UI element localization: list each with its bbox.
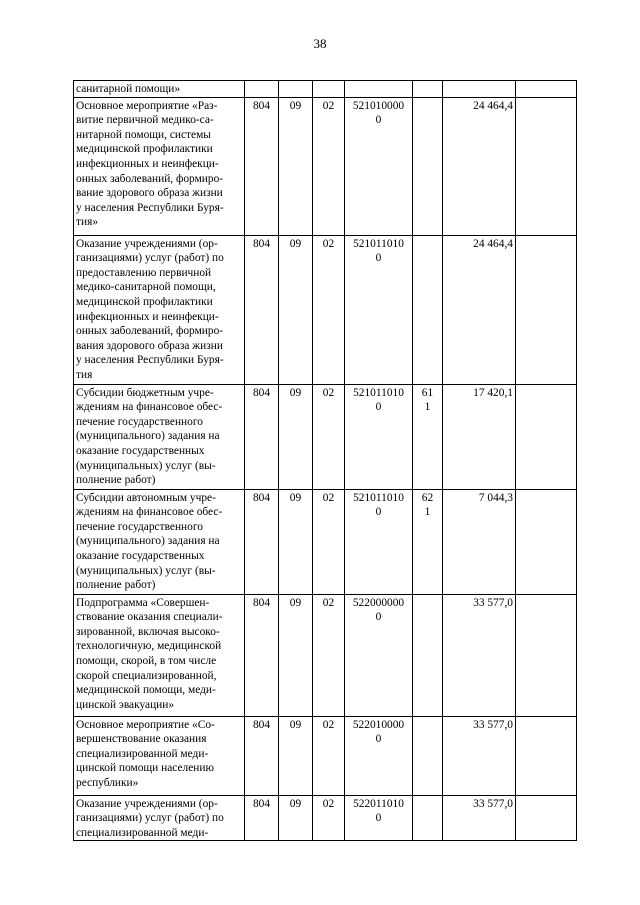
- grbs-code-cell: 804: [245, 795, 279, 841]
- amount-cell: 24 464,4: [443, 97, 516, 235]
- table-row: [74, 795, 577, 841]
- amount-cell: 24 464,4: [443, 235, 516, 384]
- row-name-cell: Субсидии бюджетным учре- ждениям на финансовое обес- печение государственного (муниципального) задания на оказание государственных (муниципальных) услуг (вы- полнение работ): [74, 384, 245, 489]
- grbs-code-cell: 804: [245, 97, 279, 235]
- target-article-cell: 522011010 0: [345, 795, 413, 841]
- page-number: 38: [313, 36, 327, 51]
- table-row: [74, 489, 577, 594]
- target-article-cell: 521011010 0: [345, 489, 413, 594]
- section-code-cell: 09: [279, 97, 313, 235]
- target-article-cell: 521011010 0: [345, 235, 413, 384]
- amount-cell: 7 044,3: [443, 489, 516, 594]
- empty-cell: [516, 489, 577, 594]
- section-code-cell: 09: [279, 716, 313, 795]
- empty-cell: [516, 97, 577, 235]
- subsection-code-cell: 02: [313, 594, 345, 716]
- amount-cell: [443, 81, 516, 98]
- expense-type-cell: 61 1: [413, 384, 443, 489]
- empty-cell: [516, 795, 577, 841]
- amount-cell: 33 577,0: [443, 594, 516, 716]
- grbs-code-cell: [245, 81, 279, 98]
- empty-cell: [516, 716, 577, 795]
- section-code-cell: 09: [279, 795, 313, 841]
- row-name-cell: санитарной помощи»: [74, 81, 245, 98]
- target-article-cell: 522010000 0: [345, 716, 413, 795]
- expense-type-cell: [413, 594, 443, 716]
- table-row: [74, 81, 577, 98]
- subsection-code-cell: 02: [313, 489, 345, 594]
- empty-cell: [516, 594, 577, 716]
- target-article-cell: 522000000 0: [345, 594, 413, 716]
- empty-cell: [516, 384, 577, 489]
- subsection-code-cell: [313, 81, 345, 98]
- grbs-code-cell: 804: [245, 489, 279, 594]
- table-body: [74, 81, 577, 841]
- grbs-code-cell: 804: [245, 716, 279, 795]
- subsection-code-cell: 02: [313, 384, 345, 489]
- budget-table: [73, 80, 577, 841]
- section-code-cell: 09: [279, 384, 313, 489]
- section-code-cell: 09: [279, 594, 313, 716]
- grbs-code-cell: 804: [245, 384, 279, 489]
- section-code-cell: 09: [279, 235, 313, 384]
- target-article-cell: 521010000 0: [345, 97, 413, 235]
- table-row: [74, 235, 577, 384]
- table-row: [74, 97, 577, 235]
- table-row: [74, 384, 577, 489]
- expense-type-cell: [413, 795, 443, 841]
- row-name-cell: Оказание учреждениями (ор- ганизациями) услуг (работ) по предоставлению первичной медико-санитарной помощи, медицинской профилактики инфекционных и неинфекци- онных заболеваний, формиро- вания здорового образа жизни у населения Республики Буря- тия: [74, 235, 245, 384]
- table-row: [74, 594, 577, 716]
- amount-cell: 33 577,0: [443, 795, 516, 841]
- subsection-code-cell: 02: [313, 97, 345, 235]
- expense-type-cell: [413, 81, 443, 98]
- expense-type-cell: [413, 716, 443, 795]
- row-name-cell: Основное мероприятие «Со- вершенствование оказания специализированной меди- цинской помощи населению республики»: [74, 716, 245, 795]
- amount-cell: 33 577,0: [443, 716, 516, 795]
- row-name-cell: Оказание учреждениями (ор- ганизациями) услуг (работ) по специализированной меди-: [74, 795, 245, 841]
- amount-cell: 17 420,1: [443, 384, 516, 489]
- row-name-cell: Основное мероприятие «Раз- витие первичной медико-са- нитарной помощи, системы медицинской профилактики инфекционных и неинфекци- онных заболеваний, формиро- вание здорового образа жизни у населения Республики Буря- тия»: [74, 97, 245, 235]
- table-row: [74, 716, 577, 795]
- expense-type-cell: [413, 97, 443, 235]
- empty-cell: [516, 81, 577, 98]
- expense-type-cell: 62 1: [413, 489, 443, 594]
- empty-cell: [516, 235, 577, 384]
- target-article-cell: 521011010 0: [345, 384, 413, 489]
- row-name-cell: Субсидии автономным учре- ждениям на финансовое обес- печение государственного (муниципального) задания на оказание государственных (муниципальных) услуг (вы- полнение работ): [74, 489, 245, 594]
- subsection-code-cell: 02: [313, 795, 345, 841]
- grbs-code-cell: 804: [245, 594, 279, 716]
- grbs-code-cell: 804: [245, 235, 279, 384]
- section-code-cell: 09: [279, 489, 313, 594]
- subsection-code-cell: 02: [313, 716, 345, 795]
- expense-type-cell: [413, 235, 443, 384]
- target-article-cell: [345, 81, 413, 98]
- section-code-cell: [279, 81, 313, 98]
- row-name-cell: Подпрограмма «Совершен- ствование оказания специали- зированной, включая высоко- технологичную, медицинской помощи, скорой, в том числе скорой специализированной, медицинской помощи, меди- цинской эвакуации»: [74, 594, 245, 716]
- subsection-code-cell: 02: [313, 235, 345, 384]
